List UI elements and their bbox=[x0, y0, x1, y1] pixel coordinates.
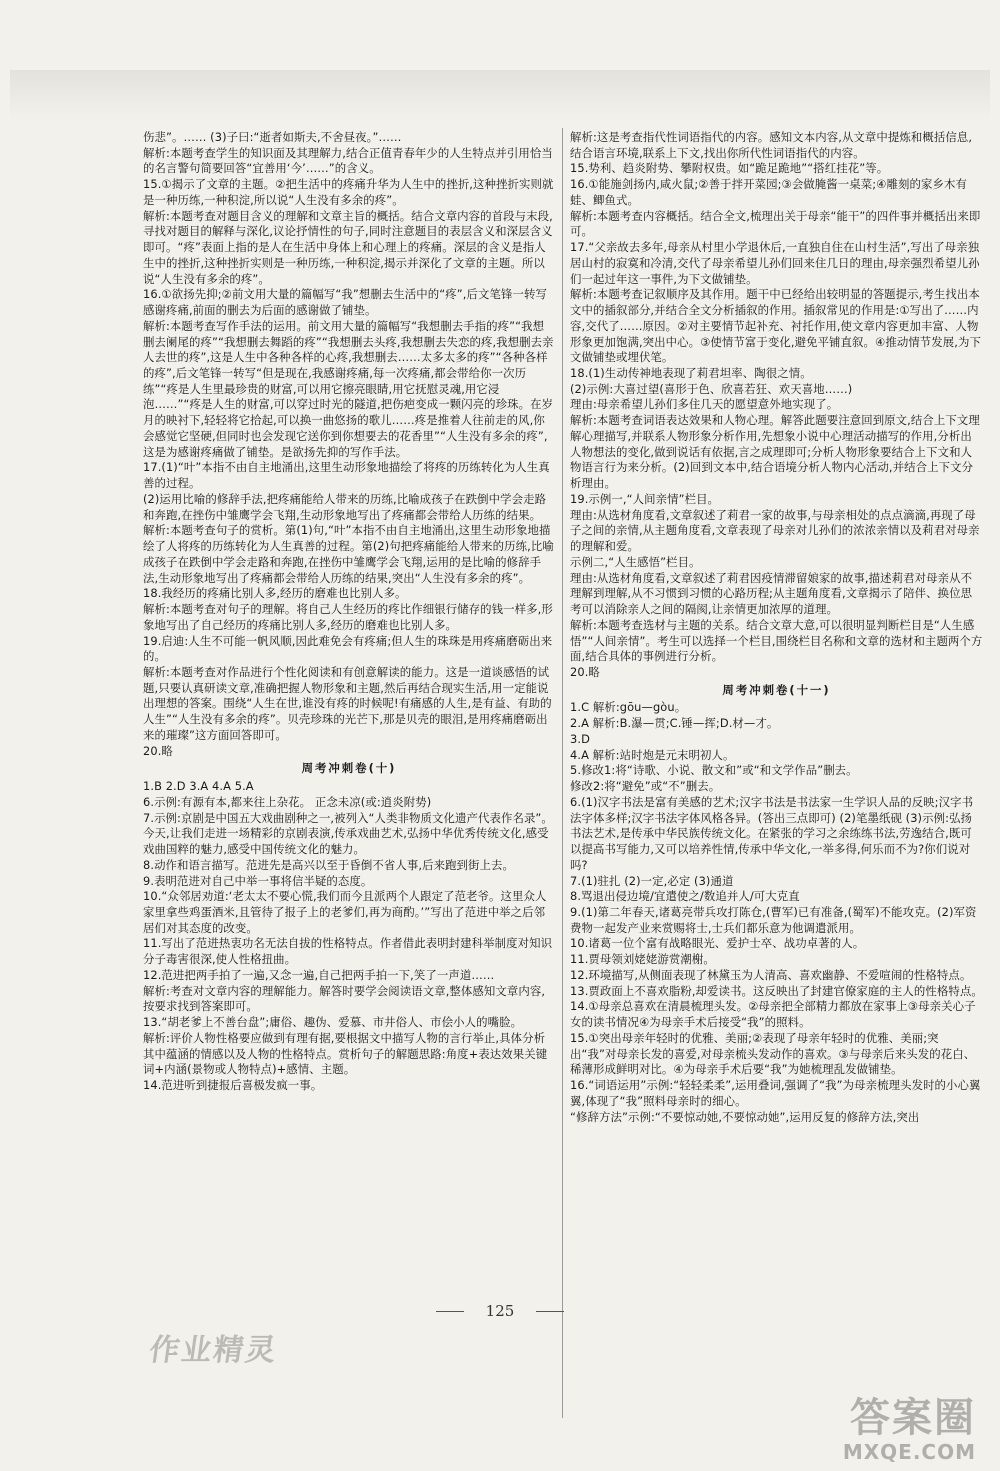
answer-paragraph: 解析:本题考查写作手法的运用。前文用大量的篇幅写“我想删去手指的疼”“我想删去阑尾的疼”“我想删去舞蹈的疼”“我想删去头疼,我想删去失恋的疼,我想删去亲人去世的疼”,这是人生中各种各样的心疼,我想删去……太多太多的疼”“各种各样的疼”,后文笔锋一转写“但是现在,我感谢疼痛,每一次疼痛,都会带给你一次历练”“疼是人生里最珍贵的财富,可以用它擦亮眼睛,用它抚慰灵魂,用它浸泡……”“疼是人生的财富,可以穿过时光的隧道,把伤疤变成一颗闪亮的珍珠。在岁月的映衬下,轻轻将它拾起,可以换一曲悠扬的歌儿……疼是推着人往前走的风,你会感觉它坚硬,但同时也会发现它送你到你想要去的花香里”“人生没有多余的疼”,这是为感谢疼痛做了铺垫。是欲扬先抑的写作手法。 bbox=[143, 318, 554, 459]
answer-paragraph: 伤悲”。…… (3)子曰:“逝者如斯夫,不舍昼夜。”…… bbox=[143, 130, 402, 144]
answer-paragraph: 解析:本题考查内容概括。结合全文,梳理出关于母亲“能干”的四件事并概括出来即可。 bbox=[570, 208, 981, 239]
answer-paragraph: 13.贾政面上不喜欢脂粉,却爱读书。这反映出了封建官僚家庭的主人的性格特点。 bbox=[570, 983, 983, 998]
answer-paragraph: 11.贾母领刘姥姥游赏潮榭。 bbox=[570, 952, 715, 967]
answer-paragraph: 10.诸葛一位个富有战略眼光、爱护士卒、战功卓著的人。 bbox=[570, 936, 865, 951]
answer-paragraph: 18.(1)生动传神地表现了莉君坦率、陶很之情。 bbox=[570, 366, 812, 381]
answer-paragraph: 19.示例一,“人间亲情”栏目。 bbox=[570, 491, 720, 506]
answer-paragraph: 理由:从选材角度看,文章叙述了莉君一家的故事,与母亲相处的点点滴滴,再现了母子之间的亲情,从主题角度看,文章表现了母亲对儿孙们的浓浓亲情以及莉君对母亲的理解和爱。 bbox=[570, 507, 980, 554]
answer-paragraph: 解析:本题考查选材与主题的关系。结合文章大意,可以很明显判断栏目是“人生感悟”“人间亲情”。考生可以选择一个栏目,围绕栏目名称和文章的选材和主题两个方面,结合具体的事例进行分析。 bbox=[570, 617, 983, 664]
left-column bbox=[143, 130, 555, 1094]
answer-paragraph: 16.①能施剑扬内,咸火鼠;②善于拌开菜园;③会做腌酱一桌菜;④雕刻的家乡木有蛙、鲫鱼式。 bbox=[570, 177, 967, 207]
answer-paragraph: 5.修改1:将“诗歌、小说、散文和”或“和文学作品”删去。 bbox=[570, 763, 858, 778]
answer-paragraph: 7.(1)驻扎 (2)一定,必定 (3)通道 bbox=[570, 873, 734, 888]
answer-paragraph: 17.(1)“叶”本指不由自主地涌出,这里生动形象地描绘了将疼的历练转化为人生真善的过程。 bbox=[143, 460, 550, 491]
answer-paragraph: 14.范进听到捷报后喜极发疯一事。 bbox=[143, 1078, 323, 1093]
answer-paragraph: 16.“词语运用”示例:“轻轻柔柔”,运用叠词,强调了“我”为母亲梳理头发时的小心翼翼,体现了“我”照料母亲时的细心。 bbox=[570, 1078, 981, 1108]
answer-paragraph: 解析:评价人物性格要应做到有理有据,要根据文中描写人物的言行举止,具体分析其中蕴涵的情感以及人物的性格特点。赏析句子的解题思路:角度+表达效果关键词+内涵(景物或人物特点)+感情、主题。 bbox=[143, 1030, 548, 1077]
page-number-dash-left bbox=[436, 1311, 464, 1312]
answer-paragraph: 解析:本题考查词语表达效果和人物心理。解答此题要注意回到原文,结合上下文理解心理描写,并联系人物形象分析作用,先想象小说中心理活动描写的作用,分析出人物想法的变化,做到说话有依据,言之成理即可;分析人物形象要结合上下文和人物语言行为来分析。(2)回到文本中,结合语境分析人物内心活动,并结合上下文分析理由。 bbox=[570, 413, 980, 491]
answer-paragraph: 19.启迪:人生不可能一帆风顺,因此难免会有疼痛;但人生的珠珠是用疼痛磨砺出来的。 bbox=[143, 633, 553, 664]
page-number: 125 bbox=[485, 1302, 515, 1320]
answer-paragraph: 15.①突出母亲年轻时的优雅、美丽;②表现了母亲年轻时的优雅、美丽;突出“我”对母亲长发的喜爱,对母亲梳头发动作的喜欢。③与母亲后来头发的花白、稀薄形成鲜明对比。④为母亲手术后要“我”为她梳理乱发做铺垫。 bbox=[570, 1030, 976, 1077]
watermark-text: 答案圈 bbox=[850, 1395, 976, 1441]
column-divider bbox=[562, 128, 563, 1418]
answer-paragraph: 12.环境描写,从侧面表现了林黛玉为人清高、喜欢幽静、不爱喧闹的性格特点。 bbox=[570, 967, 972, 982]
answer-paragraph: 20.略 bbox=[570, 664, 600, 679]
page-number-dash-right bbox=[536, 1311, 564, 1312]
answer-paragraph: 解析:本题考查对作品进行个性化阅读和有创意解读的能力。这是一道谈感悟的试题,只要认真研读文章,准确把握人物形象和主题,然后再结合现实生活,用一定能说出理想的答案。围绕“人生在世,谁没有疼的时候呢!有痛感的人生,是有益、有助的人生”“人生没有多余的疼”。贝壳珍珠的光芒下,那是贝壳的眼泪,是用疼痛磨砺出来的璀璨”这方面回答即可。 bbox=[143, 664, 552, 742]
answer-paragraph: 3.D bbox=[570, 731, 590, 746]
answer-paragraph: 2.A 解析:B.瀑—贯;C.锤—挥;D.材—才。 bbox=[570, 716, 779, 731]
answer-paragraph: 16.①欲扬先抑;②前文用大量的篇幅写“我”想删去生活中的“疼”,后文笔锋一转写感谢疼痛,前面的删去为后面的感谢做了铺垫。 bbox=[143, 287, 547, 318]
right-column bbox=[570, 130, 983, 1125]
answer-paragraph: “修辞方法”示例:“不要惊动她,不要惊动她”,运用反复的修辞方法,突出 bbox=[570, 1109, 920, 1124]
answer-paragraph: 示例二,“人生感悟”栏目。 bbox=[570, 554, 701, 569]
answer-paragraph: 解析:本题考查学生的知识面及其理解力,结合正值青春年少的人生特点并引用恰当的名言警句简要回答“宜善用‘今’……”的含义。 bbox=[143, 145, 553, 176]
scan-top-shadow bbox=[10, 70, 990, 120]
section-title: 周考冲刺卷(十一) bbox=[722, 682, 831, 697]
answer-paragraph: 1.C 解析:gōu—gòu。 bbox=[570, 700, 687, 715]
answer-paragraph: 14.①母亲总喜欢在清晨梳理头发。②母亲把全部精力都放在家事上③母亲关心子女的读书情况④为母亲手术后接受“我”的照料。 bbox=[570, 999, 976, 1030]
answer-paragraph: 10.“众邻居劝道:‘老太太不要心慌,我们而今且派两个人跟定了范老爷。这里众人家里拿些鸡蛋酒米,且管待了报子上的老爹们,再为商酌。’”写出了范进中举之后邻居们对其态度的改变。 bbox=[143, 889, 547, 935]
answer-paragraph: 8.动作和语言描写。范进先是高兴以至于昏倒不省人事,后来跑到街上去。 bbox=[143, 857, 514, 872]
answer-paragraph: 8.骂退出侵边境/宜遣使之/数追并人/可大克直 bbox=[570, 889, 800, 904]
answer-paragraph: 17.“父亲故去多年,母亲从村里小学退休后,一直独自住在山村生活”,写出了母亲独居山村的寂寞和冷清,交代了母亲希望儿孙们回来住几日的理由,母亲强烈希望儿孙们一起过年这一事件,为下文做铺垫。 bbox=[570, 240, 980, 286]
answer-paragraph: 理由:从选材角度看,文章叙述了莉君因疫情滞留娘家的故事,描述莉君对母亲从不理解到理解,从不习惯到习惯的心路历程;从主题角度看,文章揭示了陪伴、换位思考可以消除亲人之间的隔阂,让亲情更加浓厚的道理。 bbox=[570, 570, 973, 617]
answer-paragraph: 理由:母亲希望儿孙们多住几天的愿望意外地实现了。 bbox=[570, 397, 839, 412]
answer-paragraph: 18.我经历的疼痛比别人多,经历的磨难也比别人多。 bbox=[143, 586, 407, 601]
answer-paragraph: 解析:本题考查句子的赏析。第(1)句,“叶”本指不由自主地涌出,这里生动形象地描绘了人将疼的历练转化为人生真善的过程。第(2)句把疼痛能给人带来的历练,比喻成孩子在跌倒中学会走路和奔跑,在挫伤中雏鹰学会飞翔,运用的是比喻的修辞手法,生动形象地写出了疼痛都会带给人历练的结果,突出“人生没有多余的疼”。 bbox=[143, 523, 554, 585]
section-title: 周考冲刺卷(十) bbox=[301, 761, 397, 776]
answer-paragraph: 20.略 bbox=[143, 743, 173, 758]
answer-paragraph: 解析:本题考查对句子的理解。将自己人生经历的疼比作细银行储存的钱一样多,形象地写出了自己经历的疼痛比别人多,经历的磨难也比别人多。 bbox=[143, 602, 553, 632]
answer-paragraph: 1.B 2.D 3.A 4.A 5.A bbox=[143, 779, 254, 794]
answer-paragraph: 解析:本题考查对题目含义的理解和文章主旨的概括。结合文章内容的首段与末段,寻找对题目的解释与深化,议论抒情性的句子,同时注意题目的表层含义和深层含义即可。“疼”表面上指的是人在生活中身体上和心理上的疼痛。深层的含义是指人生中的挫折,这种挫折实则是一种历练,一种积淀,揭示并深化了文章的主题。所以说“人生没有多余的疼”。 bbox=[143, 208, 553, 286]
answer-paragraph: 7.示例:京剧是中国五大戏曲剧种之一,被列入“人类非物质文化遗产代表作名录”。今天,让我们走进一场精彩的京剧表演,传承戏曲艺术,弘扬中华优秀传统文化,感受戏曲国粹的魅力,感受中国传统文化的魅力。 bbox=[143, 810, 553, 857]
brand-logo: 作业精灵 bbox=[147, 1333, 280, 1368]
answer-paragraph: 11.写出了范进热衷功名无法自拔的性格特点。作者借此表明封建科举制度对知识分子毒害很深,使人性格扭曲。 bbox=[143, 936, 553, 967]
answer-paragraph: 修改2:将“避免”或“不”删去。 bbox=[570, 779, 721, 794]
answer-paragraph: 6.示例:有源有本,都来往上杂花。 正念未凉(或:逍炎附势) bbox=[143, 794, 432, 809]
answer-paragraph: 15.①揭示了文章的主题。②把生活中的疼痛升华为人生中的挫折,这种挫折实则就是一种历练,一种积淀,所以说“人生没有多余的疼”。 bbox=[143, 177, 554, 207]
answer-paragraph: 12.范进把两手拍了一遍,又念一遍,自己把两手拍一下,笑了一声道…… bbox=[143, 967, 495, 982]
answer-paragraph: 解析:这是考查指代性词语指代的内容。感知文本内容,从文章中提炼和概括信息,结合语言环境,联系上下文,找出你所代性词语指代的内容。 bbox=[570, 130, 973, 160]
answer-paragraph: (2)示例:大喜过望(喜形于色、欣喜若狂、欢天喜地……) bbox=[570, 381, 853, 396]
answer-paragraph: 9.表明范进对自己中举一事将信半疑的态度。 bbox=[143, 873, 373, 888]
answer-paragraph: 解析:考查对文章内容的理解能力。解答时要学会阅读语文章,整体感知文章内容,按要求找到答案即可。 bbox=[143, 983, 546, 1014]
watermark-url: MXQE.COM bbox=[842, 1440, 976, 1464]
answer-paragraph: 15.势利、趋炎附势、攀附权贵。如“跪足跪地”“搭红挂花”等。 bbox=[570, 161, 889, 176]
answer-paragraph: (2)运用比喻的修辞手法,把疼痛能给人带来的历练,比喻成孩子在跌倒中学会走路和奔跑,在挫伤中雏鹰学会飞翔,生动形象地写出了疼痛都会带给人历练的结果。 bbox=[143, 491, 547, 522]
answer-paragraph: 4.A 解析:站时炮是元末明初人。 bbox=[570, 747, 735, 762]
answer-paragraph: 6.(1)汉字书法是富有美感的艺术;汉字书法是书法家一生学识人品的反映;汉字书法字体多样;汉字书法字体风格各异。(答出三点即可) (2)笔墨纸砚 (3)示例:弘扬书法艺术,是传承中华民族传统文化。在紧张的学习之余练练书法,劳逸结合,既可以提高书写能力,又可以培养性情,传承中华文化,一举多得,何乐而不为?你们说对吗? bbox=[570, 794, 974, 872]
answer-paragraph: 13.“胡老爹上不善台盘”;庸俗、趣伪、爱慕、市井俗人、市侩小人的嘴脸。 bbox=[143, 1015, 523, 1030]
watermark bbox=[720, 1380, 990, 1465]
answer-paragraph: 9.(1)第二年春天,诸葛亮带兵攻打陈仓,(曹军)已有准备,(蜀军)不能攻克。(2)军资费物一起发产业来赏赐将士,士兵们都乐意为他调遣派用。 bbox=[570, 904, 977, 935]
answer-paragraph: 解析:本题考查记叙顺序及其作用。题干中已经给出较明显的答题提示,考生找出本文中的插叙部分,并结合全文分析插叙的作用。插叙常见的作用是:①写出了……内容,交代了……原因。②对主要情节起补充、衬托作用,使文章内容更加丰富、人物形象更加饱满,突出中心。③使情节富于变化,避免平铺直叙。④推动情节发展,为下文做铺垫或埋伏笔。 bbox=[570, 287, 981, 365]
